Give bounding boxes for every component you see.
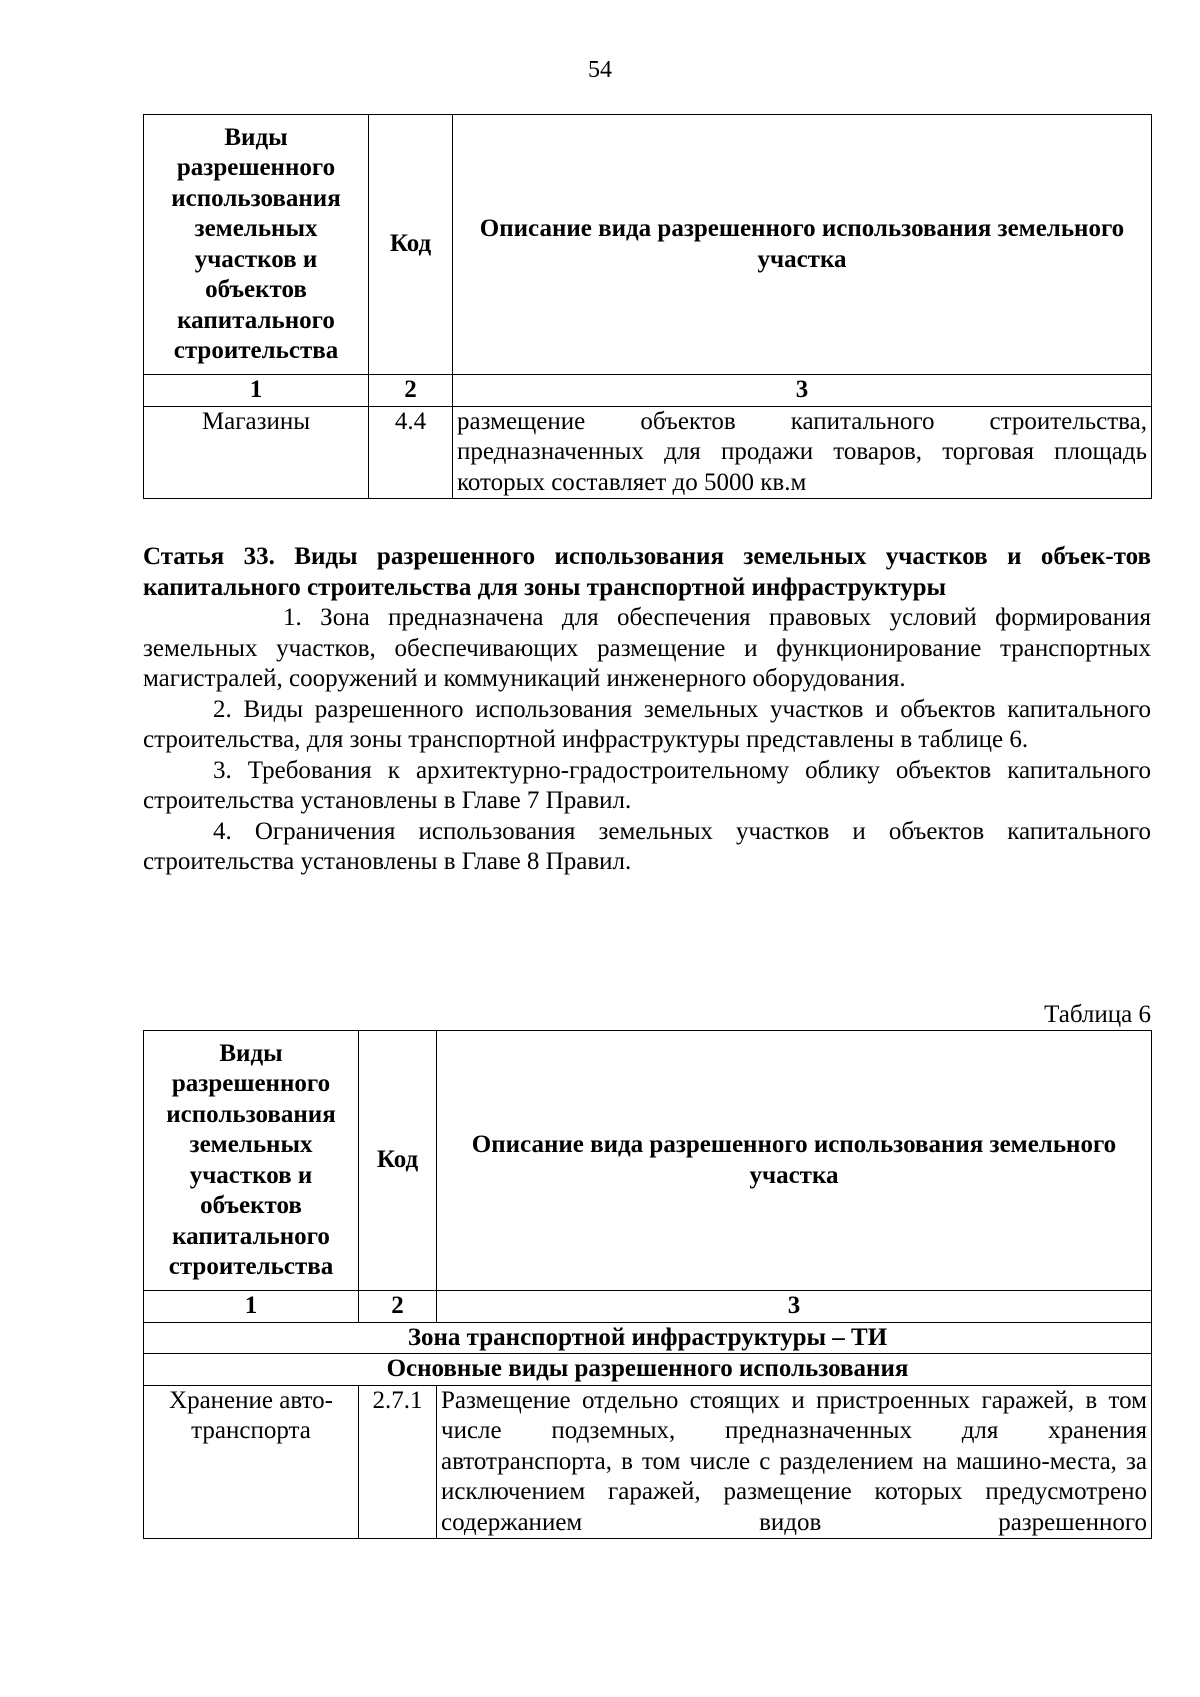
land-use-code: 2.7.1: [359, 1385, 437, 1539]
header-land-use-type: Виды разрешенного использования земельных участков и объектов капитального строительства: [144, 1031, 359, 1291]
zone-title-row: [144, 1322, 1152, 1354]
column-number: 1: [144, 375, 369, 407]
header-description: Описание вида разрешенного использования земельного участка: [437, 1031, 1152, 1291]
header-description: Описание вида разрешенного использования земельного участка: [453, 115, 1152, 375]
column-number: 3: [437, 1291, 1152, 1323]
article-paragraph: 3. Требования к архитектурно-градостроительному облику объектов капитального строительства установлены в Главе 7 Правил.: [143, 756, 1151, 814]
article-paragraph: 4. Ограничения использования земельных участков и объектов капитального строительства установлены в Главе 8 Правил.: [143, 817, 1151, 875]
article-paragraph: 1. Зона предназначена для обеспечения правовых условий формирования земельных участков, обеспечивающих размещение и функционирование транспортных магистралей, сооружений и коммуникаций инженерного оборудования.: [143, 604, 1151, 692]
land-use-description: Размещение отдельно стоящих и пристроенных гаражей, в том числе подземных, предназначенных для хранения автотранспорта, в том числе с разделением на машино-места, за исключением гаражей, размещение которых предусмотрено содержанием видов разрешенного: [437, 1385, 1152, 1539]
column-number: 2: [359, 1291, 437, 1323]
table-label: Таблица 6: [1044, 1001, 1151, 1028]
table-row: [144, 406, 1152, 499]
column-number-row: [144, 375, 1152, 407]
page-number: 54: [588, 57, 612, 83]
section-title-row: [144, 1354, 1152, 1386]
header-code: Код: [369, 115, 453, 375]
article-title: Статья 33. Виды разрешенного использования земельных участков и объек-тов капитального строительства для зоны транспортной инфраструктуры: [143, 543, 1151, 601]
table-row: [144, 1385, 1152, 1539]
article-paragraph: 2. Виды разрешенного использования земельных участков и объектов капитального строительства, для зоны транспортной инфраструктуры представлены в таблице 6.: [143, 695, 1151, 753]
zone-title: Зона транспортной инфраструктуры – ТИ: [144, 1322, 1152, 1354]
header-code: Код: [359, 1031, 437, 1291]
table-header-row: [144, 1031, 1152, 1291]
land-use-code: 4.4: [369, 406, 453, 499]
column-number: 1: [144, 1291, 359, 1323]
section-title: Основные виды разрешенного использования: [144, 1354, 1152, 1386]
land-use-table-continued: [143, 114, 1152, 499]
column-number-row: [144, 1291, 1152, 1323]
column-number: 3: [453, 375, 1152, 407]
land-use-table-6: [143, 1030, 1152, 1539]
land-use-name: Магазины: [144, 406, 369, 499]
header-land-use-type: Виды разрешенного использования земельных участков и объектов капитального строительства: [144, 115, 369, 375]
land-use-description: размещение объектов капитального строительства, предназначенных для продажи товаров, торговая площадь которых составляет до 5000 кв.м: [453, 406, 1152, 499]
column-number: 2: [369, 375, 453, 407]
land-use-name: Хранение авто-транспорта: [144, 1385, 359, 1539]
table-header-row: [144, 115, 1152, 375]
article-33: [143, 542, 1151, 878]
